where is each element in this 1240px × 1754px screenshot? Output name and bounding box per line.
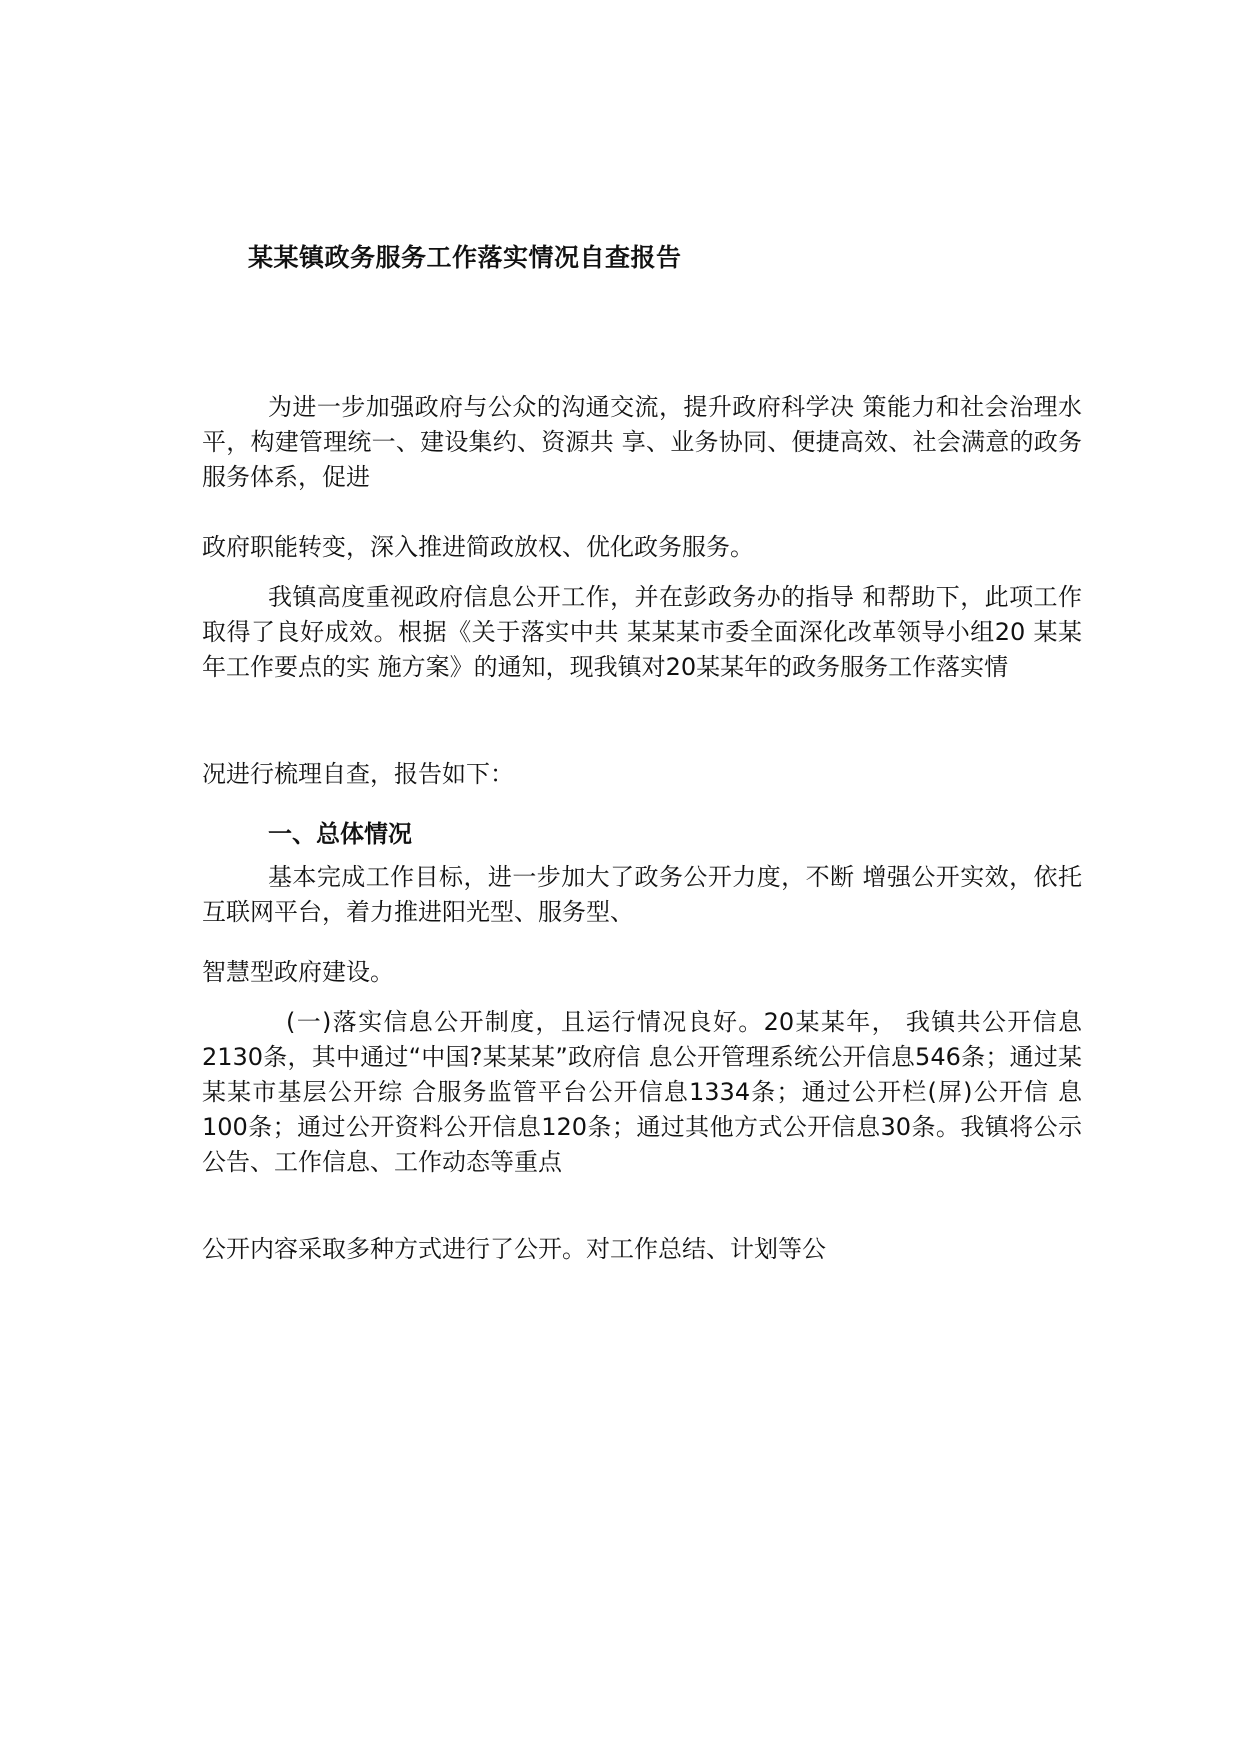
paragraph-overall-continuation: 智慧型政府建设。 — [202, 958, 394, 986]
paragraph-info-disclosure-continuation: 公开内容采取多种方式进行了公开。对工作总结、计划等公 — [202, 1235, 826, 1263]
paragraph-info-disclosure-cont-block — [202, 1232, 1082, 1267]
paragraph-background: 我镇高度重视政府信息公开工作，并在彭政务办的指导 和帮助下，此项工作取得了良好成效。根据《关于落实中共 某某某市委全面深化改革领导小组20 某某年工作要点的实 施方案》的通知，现我镇对20某某年的政务服务工作落实情 — [202, 583, 1082, 681]
paragraph-background-block — [202, 580, 1082, 685]
paragraph-overall: 基本完成工作目标，进一步加大了政务公开力度，不断 增强公开实效，依托互联网平台，着力推进阳光型、服务型、 — [202, 863, 1082, 926]
paragraph-intro-cont-block — [202, 530, 1082, 565]
paragraph-info-disclosure-block — [202, 1005, 1082, 1180]
paragraph-background-continuation: 况进行梳理自查，报告如下： — [202, 760, 514, 788]
paragraph-overall-block — [202, 860, 1082, 930]
paragraph-background-cont-block — [202, 757, 1082, 792]
paragraph-info-disclosure: (一)落实信息公开制度，且运行情况良好。20某某年， 我镇共公开信息2130条，其中通过“中国?某某某”政府信 息公开管理系统公开信息546条；通过某某某市基层公开综 合服务监管平台公开信息1334条；通过公开栏(屏)公开信 息100条；通过公开资料公开信息120条；通过其他方式公开信息30条。我镇将公示公告、工作信息、工作动态等重点 — [202, 1008, 1082, 1176]
section-heading-overall: 一、总体情况 — [268, 820, 412, 848]
paragraph-overall-cont-block — [202, 955, 1082, 990]
document-title: 某某镇政务服务工作落实情况自查报告 — [248, 243, 682, 272]
paragraph-intro-block — [202, 390, 1082, 495]
paragraph-intro-continuation: 政府职能转变，深入推进简政放权、优化政务服务。 — [202, 533, 754, 561]
paragraph-intro: 为进一步加强政府与公众的沟通交流，提升政府科学决 策能力和社会治理水平，构建管理统一、建设集约、资源共 享、业务协同、便捷高效、社会满意的政务服务体系，促进 — [202, 393, 1082, 491]
